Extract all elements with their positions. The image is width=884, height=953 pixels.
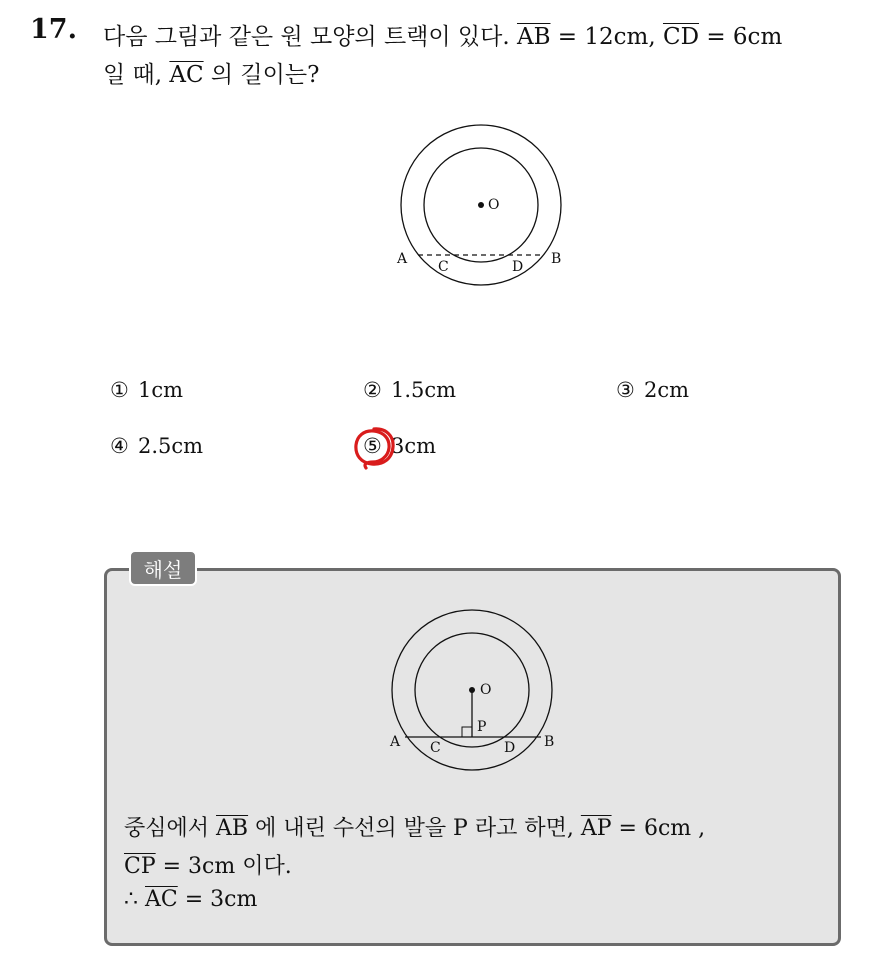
option-2[interactable]: ② 1.5cm (363, 378, 457, 402)
label-a: A (390, 734, 401, 750)
center-point (478, 202, 484, 208)
label-p: P (477, 719, 487, 735)
label-d: D (504, 740, 516, 756)
right-angle-mark (462, 727, 472, 737)
solution-line-2: $\overline{CP} = 3cm$ 이다. (124, 854, 292, 879)
segment-ab: $\overline{AB}$ (516, 24, 551, 50)
track-figure (385, 110, 575, 295)
label-c: C (438, 259, 449, 275)
solution-tab: 해설 (129, 550, 197, 586)
question-line-2: 일 때, $\overline{AC}$ 의 길이는? (103, 62, 320, 88)
option-4[interactable]: ④ 2.5cm (110, 434, 204, 458)
segment-ac: $\overline{AC}$ (145, 887, 178, 912)
option-1[interactable]: ① 1cm (110, 378, 184, 402)
segment-cd: $\overline{CD}$ (662, 24, 700, 50)
option-5[interactable]: ⑤ 3cm (363, 434, 437, 458)
label-d: D (512, 259, 524, 275)
label-o: O (488, 197, 500, 213)
label-b: B (544, 734, 555, 750)
segment-ab: $\overline{AB}$ (216, 816, 249, 841)
solution-line-1: 중심에서 $\overline{AB}$ 에 내린 수선의 발을 P 라고 하면, $\overline{AP} = 6cm$ , (124, 816, 706, 841)
label-o: O (480, 682, 492, 698)
segment-cp: $\overline{CP}$ (124, 854, 156, 879)
label-a: A (397, 251, 408, 267)
label-c: C (430, 740, 441, 756)
answer-circle-mark (350, 424, 398, 470)
solution-figure (380, 598, 570, 783)
question-number: 17. (30, 14, 77, 45)
option-3[interactable]: ③ 2cm (616, 378, 690, 402)
segment-ac: $\overline{AC}$ (169, 62, 204, 88)
question-line-1: 다음 그림과 같은 원 모양의 트랙이 있다. $\overline{AB} = 12cm$, $\overline{CD} = 6cm$ (103, 24, 783, 50)
center-point (469, 687, 475, 693)
label-b: B (551, 251, 562, 267)
solution-line-3: ∴ $\overline{AC} = 3cm$ (124, 887, 258, 912)
segment-ap: $\overline{AP}$ (580, 816, 612, 841)
